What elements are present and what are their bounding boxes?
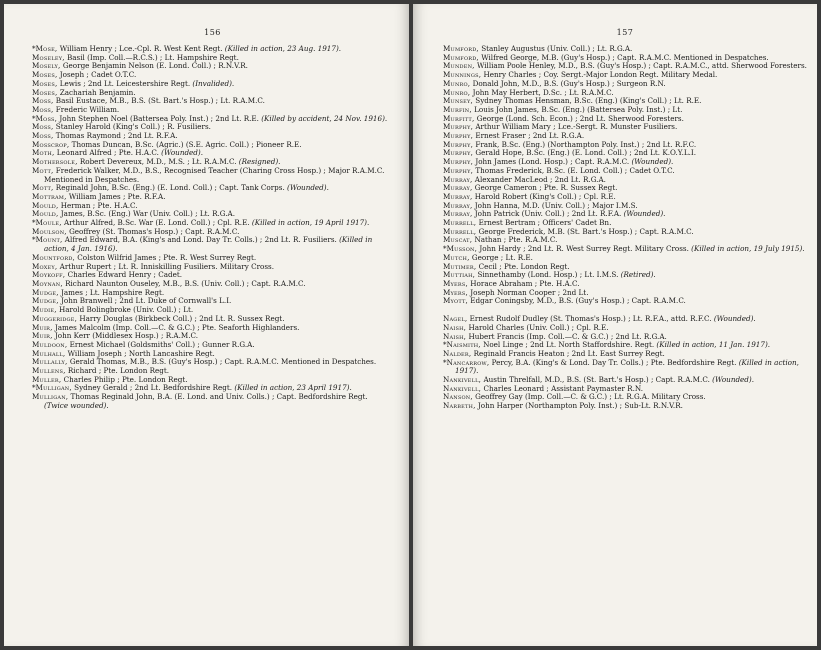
entry-details: Basil Eustace, M.B., B.S. (St. Bart.'s Hosp.) ; Lt. R.A.M.C. [53,96,265,106]
entry-details: Horace Abraham ; Pte. H.A.C. [468,278,580,288]
entry-details: Thomas Duncan, B.Sc. (Agric.) (S.E. Agric. Coll.) ; Pioneer R.E. [69,139,302,149]
entry-surname: Nalder, [443,348,472,358]
entry-surname: Moss, [32,131,54,141]
page-number-right: 157 [616,28,634,37]
entry-details: Frederick Walker, M.D., B.S., Recognised Teacher (Charing Cross Hosp.) ; Major R.A.M.C. Mentioned in Despatches. [44,165,385,184]
entry-surname: Mould, [32,200,59,210]
entry-surname: Murray, [443,200,473,210]
entry-surname: Mould, [32,209,59,219]
entry-surname: Mudie, [32,305,57,315]
entry-details: Geoffrey Gay (Imp. Coll.—C. & G.C.) ; Lt. R.G.A. Military Cross. [472,392,706,402]
entry-surname: Moss, [35,113,58,123]
entry-note: (Killed by accident, 24 Nov. 1916). [261,113,388,123]
entry-surname: Muggeridge, [32,313,78,323]
entry-details: Richard Naunton Ouseley, M.B., B.S. (Univ. Coll.) ; Capt. R.A.M.C. [62,278,306,288]
entry-surname: Murphy, [443,131,474,141]
entry-note: (Wounded). [631,157,674,167]
entry-details: Henry Charles ; Coy. Sergt.-Major London Regt. Military Medal. [481,70,718,80]
entry-details: George Frederick, M.B. (St. Bart.'s Hosp.) ; Capt. R.A.M.C. [476,226,694,236]
entry-surname: Muir, [32,331,53,341]
left-page [4,4,409,646]
entry-surname: Murray, [443,183,473,193]
entry-surname: Murfitt, [443,113,475,123]
entry-details: Sinnethamby (Lond. Hosp.) ; Lt. I.M.S. [475,270,621,280]
entry-surname: Mutch, [443,252,470,262]
entry-details: Stanley Augustus (Univ. Coll.) ; Lt. R.G.A. [478,44,633,53]
entry-details: George ; Lt. R.E. [469,252,533,262]
entry-surname: Murphy, [443,157,474,167]
entry-surname: Muldoon, [32,339,68,349]
entry-details: James ; Lt. Hampshire Regt. [58,287,165,297]
entry-note: (Wounded). [287,183,329,193]
entry-details: John James (Lond. Hosp.) ; Capt. R.A.M.C. [473,157,632,167]
entry-note: (Resigned). [238,157,281,167]
entry-details: Frank, B.Sc. (Eng.) (Northampton Poly. Inst.) ; 2nd Lt. R.F.C. [473,139,697,149]
entry-surname: Murray, [443,174,473,184]
entry-details: Stanley Harold (King's Coll.) ; R. Fusiliers. [53,122,211,132]
entry-surname: Mulhall, [32,348,66,358]
entry-surname: Mosscrop, [32,139,70,149]
entry-surname: Mott, [32,165,54,175]
entry-surname: Nanson, [443,392,473,402]
entry-details: Ernest Bertram ; Officers' Cadet Bn. [476,218,612,228]
entry-surname: Moses, [32,87,58,97]
entry-surname: Mottram, [32,191,67,201]
entry-surname: Muttiah, [443,270,476,280]
entry-details: Thomas Frederick, B.Sc. (E. Lond. Coll.) ; Cadet O.T.C. [473,165,675,175]
entry-surname: Munro, [443,87,471,97]
entry-surname: Mudge, [32,296,59,306]
entry-surname: Muir, [32,322,53,332]
entry [32,167,393,184]
casualty-mark: * [443,340,447,350]
entry-details: Nathan ; Pte. R.A.M.C. [472,235,558,245]
casualty-mark: * [32,44,36,53]
entry-details: Ernest Rudolf Dudley (St. Thomas's Hosp.) ; Lt. R.F.A., attd. R.F.C. [467,314,714,324]
entry-details: John Hanna, M.D. (Univ. Coll.) ; Major I.M.S. [472,200,638,210]
entry-details: Zachariah Benjamin. [57,87,136,97]
entry-details: James, B.Sc. (Eng.) War (Univ. Coll.) ; Lt. R.G.A. [58,209,236,219]
entry [32,393,393,410]
entry-surname: Mott, [32,183,54,193]
entry-details: Alfred Edward, B.A. (King's and Lond. Day Tr. Colls.) ; 2nd Lt. R. Fusiliers. [62,235,340,245]
entry-note: (Killed in action, 19 April 1917). [251,218,370,228]
entry-surname: Moses, [32,70,58,80]
entry-surname: Murrell, [443,226,477,236]
entry-list-right [443,45,807,411]
entry-surname: Nancarrow, [446,357,490,367]
entry-details: Arthur William Mary ; Lce.-Sergt. R. Munster Fusiliers. [473,122,678,132]
entry-details: Thomas Raymond ; 2nd Lt. R.F.A. [53,131,178,141]
entry-note: (Killed in action, 4 Jan. 1916). [44,235,373,254]
entry-surname: Mumford, [443,52,479,62]
entry-details: Leonard Alfred ; Pte. H.A.C. [54,148,162,158]
entry-details: Harold Bolingbroke (Univ. Coll.) ; Lt. [56,305,194,315]
entry-surname: Murphy, [443,165,474,175]
entry-details: Percy, B.A. (King's & Lond. Day Tr. Colls.) ; Pte. Bedfordshire Regt. [489,357,739,367]
entry-surname: Moses, [32,78,58,88]
entry-surname: Murphy, [443,139,474,149]
entry-details: James Malcolm (Imp. Coll.—C. & G.C.) ; Pte. Seaforth Highlanders. [52,322,300,332]
entry [32,236,393,253]
entry-details: Hubert Francis (Imp. Coll.—C. & G.C.) ; 2nd Lt. R.G.A. [466,331,667,341]
entry-details: William James ; Pte. R.F.A. [66,191,166,201]
entry-details: Reginald Francis Heaton ; 2nd Lt. East Surrey Regt. [471,348,665,358]
casualty-mark: * [443,244,447,254]
entry-details: Sydney Gerald ; 2nd Lt. Bedfordshire Regt. [71,383,235,393]
entry-surname: Mutimer, [443,261,477,271]
entry-details: Edgar Coningsby, M.D., B.S. (Guy's Hosp.) ; Capt. R.A.M.C. [468,296,686,306]
casualty-mark: * [32,383,36,393]
entry-surname: Mulligan, [35,383,72,393]
entry-details: Alexander MacLeod ; 2nd Lt. R.G.A. [472,174,606,184]
entry-details: Charles Leonard ; Assistant Paymaster R.N. [481,383,643,393]
entry-details: Ernest Michael (Goldsmiths' Coll.) ; Gunner R.G.A. [67,339,255,349]
entry-surname: Muller, [32,374,62,384]
entry-surname: Moynan, [32,278,63,288]
entry-details: Arthur Rupert ; Lt. R. Inniskilling Fusiliers. Military Cross. [57,261,275,271]
entry-note: (Killed in action, 23 Aug. 1917). [224,44,342,53]
entry-details: Wilfred George, M.B. (Guy's Hosp.) ; Capt. R.A.M.C. Mentioned in Despatches. [478,52,769,62]
entry-details: Herman ; Pte. H.A.C. [58,200,138,210]
entry-details: Colston Wilfrid James ; Pte. R. West Surrey Regt. [75,252,257,262]
entry-surname: Mullens, [32,366,66,376]
entry-surname: Mumford, [443,44,479,53]
entry-note: (Retired). [620,270,656,280]
entry-note: (Killed in action, 11 Jan. 1917). [656,340,771,350]
entry-note: (Twice wounded). [44,400,109,410]
entry-note: (Wounded). [161,148,203,158]
entry-surname: Myott, [443,296,469,306]
entry-details: John Harper (Northampton Poly. Inst.) ; Sub-Lt. R.N.V.R. [475,401,683,411]
entry-note: (Killed in action, 1917). [455,357,799,376]
entry-surname: Mountford, [32,252,76,262]
entry-details: Joseph ; Cadet O.T.C. [57,70,137,80]
entry-details: Cecil ; Pte. London Regt. [476,261,570,271]
entry-details: William Joseph ; North Lancashire Regt. [65,348,215,358]
entry-list-left [32,45,393,411]
entry-details: George (Lond. Sch. Econ.) ; 2nd Lt. Sherwood Foresters. [474,113,684,123]
entry-surname: Nagel, [443,314,468,324]
entry-details: Thomas Reginald John, B.A. (E. Lond. and Univ. Colls.) ; Capt. Bedfordshire Regt. [68,392,368,402]
entry-surname: Mudge, [32,287,59,297]
entry [443,297,807,306]
entry-surname: Moulson, [32,226,67,236]
entry-details: Harry Douglas (Birkbeck Coll.) ; 2nd Lt. R. Sussex Regt. [77,313,285,323]
casualty-mark: * [32,218,36,228]
page-number-left: 156 [204,28,221,37]
entry-details: William Poole Henley, M.D., B.S. (Guy's Hosp.) ; Capt. R.A.M.C., attd. Sherwood Foresters. [474,61,807,71]
entry-details: Arthur Alfred, B.Sc. War (E. Lond. Coll.) ; Cpl. R.E. [61,218,252,228]
entry-surname: Myers, [443,287,468,297]
entry-surname: Moykoff, [32,270,66,280]
entry-surname: Moss, [32,96,54,106]
entry-surname: Narbeth, [443,401,476,411]
entry-details: Harold Robert (King's Coll.) ; Cpl. R.E. [472,191,616,201]
entry-details: John May Herbert, D.Sc. ; Lt. R.A.M.C. [470,87,614,97]
entry-surname: Mosely, [32,61,61,71]
entry-surname: Moseley, [32,52,65,62]
entry-surname: Munnings, [443,70,482,80]
entry-details: John Branwell ; 2nd Lt. Duke of Cornwall's L.I. [58,296,232,306]
entry-details: George Cameron ; Pte. R. Sussex Regt. [472,183,618,193]
entry-surname: Naish, [443,331,467,341]
entry-details: Robert Devereux, M.D., M.S. ; Lt. R.A.M.C. [77,157,239,167]
entry-details: Louis John James, B.Sc. (Eng.) (Battersea Poly. Inst.) ; Lt. [471,104,683,114]
entry-note: (Wounded). [713,314,756,324]
casualty-mark: * [443,357,447,367]
entry-surname: Munro, [443,78,471,88]
entry-details: Basil (Imp. Coll.—R.C.S.) ; Lt. Hampshire Regt. [64,52,239,62]
entry-surname: Mothersole, [32,157,78,167]
entry-surname: Munden, [443,61,475,71]
entry-details: Donald John, M.D., B.S. (Guy's Hosp.) ; Surgeon R.N. [470,78,666,88]
entry-details: Harold Charles (Univ. Coll.) ; Cpl. R.E. [466,322,609,332]
entry [443,359,807,376]
entry-details: Ernest Fraser ; 2nd Lt. R.G.A. [473,131,585,141]
entry-surname: Moth, [32,148,55,158]
entry-note: (Killed in action, 23 April 1917). [234,383,352,393]
entry-note: (Killed in action, 19 July 1915). [691,244,805,254]
entry-surname: Moxey, [32,261,58,271]
entry-details: Noel Linge ; 2nd Lt. North Staffordshire. Regt. [480,340,657,350]
entry-details: Joseph Norman Cooper ; 2nd Lt. [468,287,589,297]
entry-surname: Muscat, [443,235,473,245]
entry-surname: Mount, [35,235,63,245]
entry-surname: Mullally, [32,357,68,367]
entry-details: Sydney Thomas Hensman, B.Sc. (Eng.) (King's Coll.) ; Lt. R.E. [473,96,702,106]
entry-details: John Hardy ; 2nd Lt. R. West Surrey Regt. Military Cross. [477,244,692,254]
entry-surname: Murfin, [443,104,472,114]
entry-details: Charles Philip ; Pte. London Regt. [61,374,188,384]
entry-surname: Moss, [32,104,54,114]
entry-details: Gerald Thomas, M.B., B.S. (Guy's Hosp.) ; Capt. R.A.M.C. Mentioned in Despatches. [67,357,377,367]
entry-surname: Mulligan, [32,392,69,402]
entry-details: Gerald Hope, B.Sc. (Eng.) (E. Lond. Coll.) ; 2nd Lt. K.O.Y.L.I. [473,148,697,158]
entry-surname: Murrell, [443,218,477,228]
entry-note: (Wounded). [712,375,754,385]
entry-surname: Nankivell, [443,375,482,385]
entry-details: Richard ; Pte. London Regt. [65,366,170,376]
entry-details: Frederic William. [53,104,120,114]
entry-surname: Moss, [32,122,54,132]
entry [443,402,807,411]
casualty-mark: * [32,235,36,245]
entry-surname: Murray, [443,209,473,219]
entry-surname: Moule, [35,218,62,228]
entry-surname: Musson, [446,244,478,254]
entry-details: John Stephen Noel (Battersea Poly. Inst.) ; 2nd Lt. R.E. [57,113,262,123]
entry-note: (Invalided). [192,78,235,88]
entry-surname: Murphy, [443,122,474,132]
entry-surname: Naismith, [446,340,481,350]
entry-details: Geoffrey (St. Thomas's Hosp.) ; Capt. R.A.M.C. [66,226,240,236]
entry-details: Charles Edward Henry ; Cadet. [65,270,183,280]
casualty-mark: * [32,113,36,123]
entry-details: Reginald John, B.Sc. (Eng.) (E. Lond. Coll.) ; Capt. Tank Corps. [53,183,288,193]
right-page [413,4,817,646]
entry-surname: Mose, [35,44,58,53]
entry-details: Austin Threlfall, M.D., B.S. (St. Bart.'s Hosp.) ; Capt. R.A.M.C. [481,375,713,385]
entry-surname: Nankivell, [443,383,482,393]
entry-details: William Henry ; Lce.-Cpl. R. West Kent Regt. [57,44,225,53]
entry-details: George Benjamin Nelson (E. Lond. Coll.) ; R.N.V.R. [60,61,248,71]
entry-surname: Myers, [443,278,468,288]
entry-details: John Kerr (Middlesex Hosp.) ; R.A.M.C. [52,331,199,341]
entry-details: Lewis ; 2nd Lt. Leicestershire Regt. [57,78,193,88]
entry-surname: Murray, [443,191,473,201]
entry-note: (Wounded). [623,209,666,219]
entry-surname: Naish, [443,322,467,332]
entry-details: John Patrick (Univ. Coll.) ; 2nd Lt. R.F.A. [472,209,624,219]
entry-surname: Murphy, [443,148,474,158]
entry-surname: Munsey, [443,96,474,106]
